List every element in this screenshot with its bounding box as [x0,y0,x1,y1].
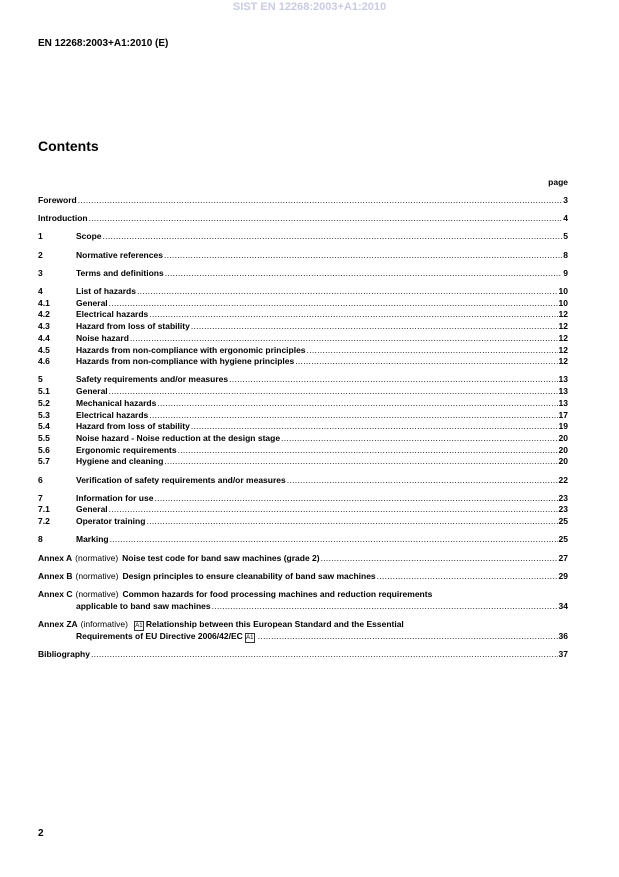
entry-page: 23 [558,504,568,515]
annex-label: Annex B [38,570,73,581]
entry-title: Operator training [76,516,146,527]
page-number: 2 [38,828,44,839]
entry-title: Noise hazard [76,332,129,343]
entry-title: Safety requirements and/or measures [76,374,229,385]
entry-number: 4.1 [38,297,50,308]
entry-number: 5.1 [38,386,50,397]
toc-entry-annex[interactable] [38,619,568,643]
annex-type: (normative) [75,570,119,581]
entry-title: Hazard from loss of stability [76,421,190,432]
dot-leader [109,386,558,398]
dot-leader [157,398,557,410]
entry-title: General [76,504,108,515]
annex-line [38,619,568,631]
entry-number: 5.4 [38,421,50,432]
annex-title: Common hazards for food processing machines and reduction requirements [122,588,433,599]
entry-page: 20 [558,444,568,455]
entry-number: 8 [38,534,43,545]
entry-number: 4.4 [38,332,50,343]
entry-page: 22 [558,474,568,485]
entry-page: 13 [558,374,568,385]
toc-entry-annex[interactable] [38,553,568,565]
entry-number: 5.3 [38,409,50,420]
toc-entry[interactable] [38,250,568,262]
toc-entry[interactable] [38,410,568,422]
dot-leader [191,421,558,433]
toc-entry[interactable] [38,398,568,410]
amendment-start-icon: A1 [135,622,143,629]
toc-entry[interactable] [38,333,568,345]
dot-leader [281,433,557,445]
toc-entry[interactable] [38,298,568,310]
entry-page: 5 [563,231,568,242]
toc-entry[interactable] [38,231,568,243]
entry-title: List of hazards [76,286,136,297]
entry-page: 19 [558,421,568,432]
table-of-contents [38,195,568,661]
entry-page: 17 [558,409,568,420]
entry-page: 23 [558,492,568,503]
dot-leader [178,445,558,457]
entry-number: 4.6 [38,356,50,367]
dot-leader [321,553,558,565]
entry-page: 12 [558,332,568,343]
toc-entry[interactable] [38,504,568,516]
entry-page: 29 [558,570,568,581]
toc-entry[interactable] [38,493,568,505]
annex-title-continued: applicable to band saw machines [76,600,211,611]
entry-number: 5.6 [38,444,50,455]
annex-line-continued [38,631,568,643]
dot-leader [307,345,558,357]
entry-page: 12 [558,356,568,367]
entry-page: 34 [558,600,568,611]
toc-entry[interactable] [38,268,568,280]
annex-line [38,589,568,601]
entry-number: 3 [38,267,43,278]
entry-page: 25 [558,516,568,527]
entry-number: 5.2 [38,397,50,408]
dot-leader [109,504,558,516]
annex-line [38,571,568,583]
annex-label: Annex ZA [38,618,78,629]
entry-page: 10 [558,297,568,308]
annex-type: (informative) [80,618,128,629]
entry-page: 13 [558,386,568,397]
annex-title: Noise test code for band saw machines (grade 2) [122,552,320,563]
entry-title: Hazards from non-compliance with hygiene principles [76,356,295,367]
dot-leader [91,649,558,661]
entry-number: 4 [38,286,43,297]
entry-title: Hazards from non-compliance with ergonomic principles [76,344,306,355]
annex-label: Annex A [38,552,73,563]
dot-leader [89,213,563,225]
toc-entry[interactable] [38,356,568,368]
toc-entry[interactable] [38,195,568,207]
entry-title: Introduction [38,213,88,224]
entry-title: Terms and definitions [76,267,164,278]
toc-entry-bibliography[interactable] [38,649,568,661]
entry-title: Hygiene and cleaning [76,456,164,467]
dot-leader [78,195,563,207]
dot-leader [258,631,558,643]
page-title: Contents [38,138,99,154]
annex-title: Relationship between this European Standard and the Essential [145,618,404,629]
annex-type: (normative) [75,552,119,563]
dot-leader [103,231,563,243]
dot-leader [229,374,557,386]
entry-number: 5 [38,374,43,385]
toc-entry[interactable] [38,445,568,457]
entry-title: General [76,386,108,397]
entry-title: Ergonomic requirements [76,444,177,455]
dot-leader [287,475,558,487]
entry-title: Information for use [76,492,154,503]
dot-leader [191,321,558,333]
dot-leader [109,298,558,310]
entry-page: 13 [558,397,568,408]
entry-number: 4.2 [38,309,50,320]
toc-entry[interactable] [38,475,568,487]
toc-entry-annex[interactable] [38,571,568,583]
annex-type: (normative) [75,588,119,599]
toc-entry[interactable] [38,421,568,433]
toc-entry[interactable] [38,345,568,357]
entry-number: 6 [38,474,43,485]
annex-label: Annex C [38,588,73,599]
entry-page: 8 [563,249,568,260]
entry-number: 2 [38,249,43,260]
entry-title: Electrical hazards [76,409,149,420]
entry-title: General [76,297,108,308]
entry-title: Normative references [76,249,163,260]
amendment-end-icon: A1 [246,634,254,641]
dot-leader [110,534,558,546]
dot-leader [149,309,557,321]
entry-title: Scope [76,231,102,242]
entry-page: 36 [558,630,568,641]
toc-entry[interactable] [38,286,568,298]
entry-page: 12 [558,344,568,355]
entry-title: Bibliography [38,649,90,660]
entry-title: Noise hazard - Noise reduction at the design stage [76,432,281,443]
toc-entry[interactable] [38,534,568,546]
dot-leader [137,286,558,298]
dot-leader [164,250,562,262]
document-header: EN 12268:2003+A1:2010 (E) [38,38,169,49]
entry-page: 20 [558,456,568,467]
dot-leader [146,516,557,528]
toc-entry[interactable] [38,374,568,386]
entry-number: 4.5 [38,344,50,355]
entry-number: 7 [38,492,43,503]
entry-page: 27 [558,552,568,563]
entry-number: 5.5 [38,432,50,443]
dot-leader [130,333,558,345]
entry-number: 7.1 [38,504,50,515]
toc-entry[interactable] [38,321,568,333]
toc-entry-annex[interactable] [38,589,568,612]
entry-title: Verification of safety requirements and/or measures [76,474,286,485]
dot-leader [295,356,557,368]
dot-leader [164,456,557,468]
toc-entry[interactable] [38,433,568,445]
entry-page: 12 [558,321,568,332]
annex-title-continued: Requirements of EU Directive 2006/42/EC [76,630,243,641]
entry-title: Foreword [38,195,77,205]
entry-number: 7.2 [38,516,50,527]
annex-title: Design principles to ensure cleanability of band saw machines [122,570,376,581]
dot-leader [165,268,563,280]
entry-page: 37 [558,649,568,660]
entry-number: 4.3 [38,321,50,332]
entry-number: 1 [38,231,43,242]
entry-page: 4 [563,213,568,224]
entry-page: 10 [558,286,568,297]
dot-leader [212,601,558,613]
watermark: SIST EN 12268:2003+A1:2010 [232,1,387,13]
entry-page: 3 [563,195,568,205]
toc-entry[interactable] [38,309,568,321]
entry-page: 20 [558,432,568,443]
dot-leader [149,410,557,422]
page-column-label: page [548,177,568,187]
annex-line [38,553,568,565]
annex-line-continued [38,601,568,613]
toc-entry[interactable] [38,386,568,398]
entry-page: 12 [558,309,568,320]
dot-leader [377,571,558,583]
entry-title: Mechanical hazards [76,397,157,408]
entry-number: 5.7 [38,456,50,467]
toc-entry[interactable] [38,213,568,225]
entry-title: Marking [76,534,109,545]
entry-page: 9 [563,267,568,278]
entry-title: Electrical hazards [76,309,149,320]
toc-entry[interactable] [38,516,568,528]
dot-leader [154,493,557,505]
toc-entry[interactable] [38,456,568,468]
entry-page: 25 [558,534,568,545]
entry-title: Hazard from loss of stability [76,321,190,332]
